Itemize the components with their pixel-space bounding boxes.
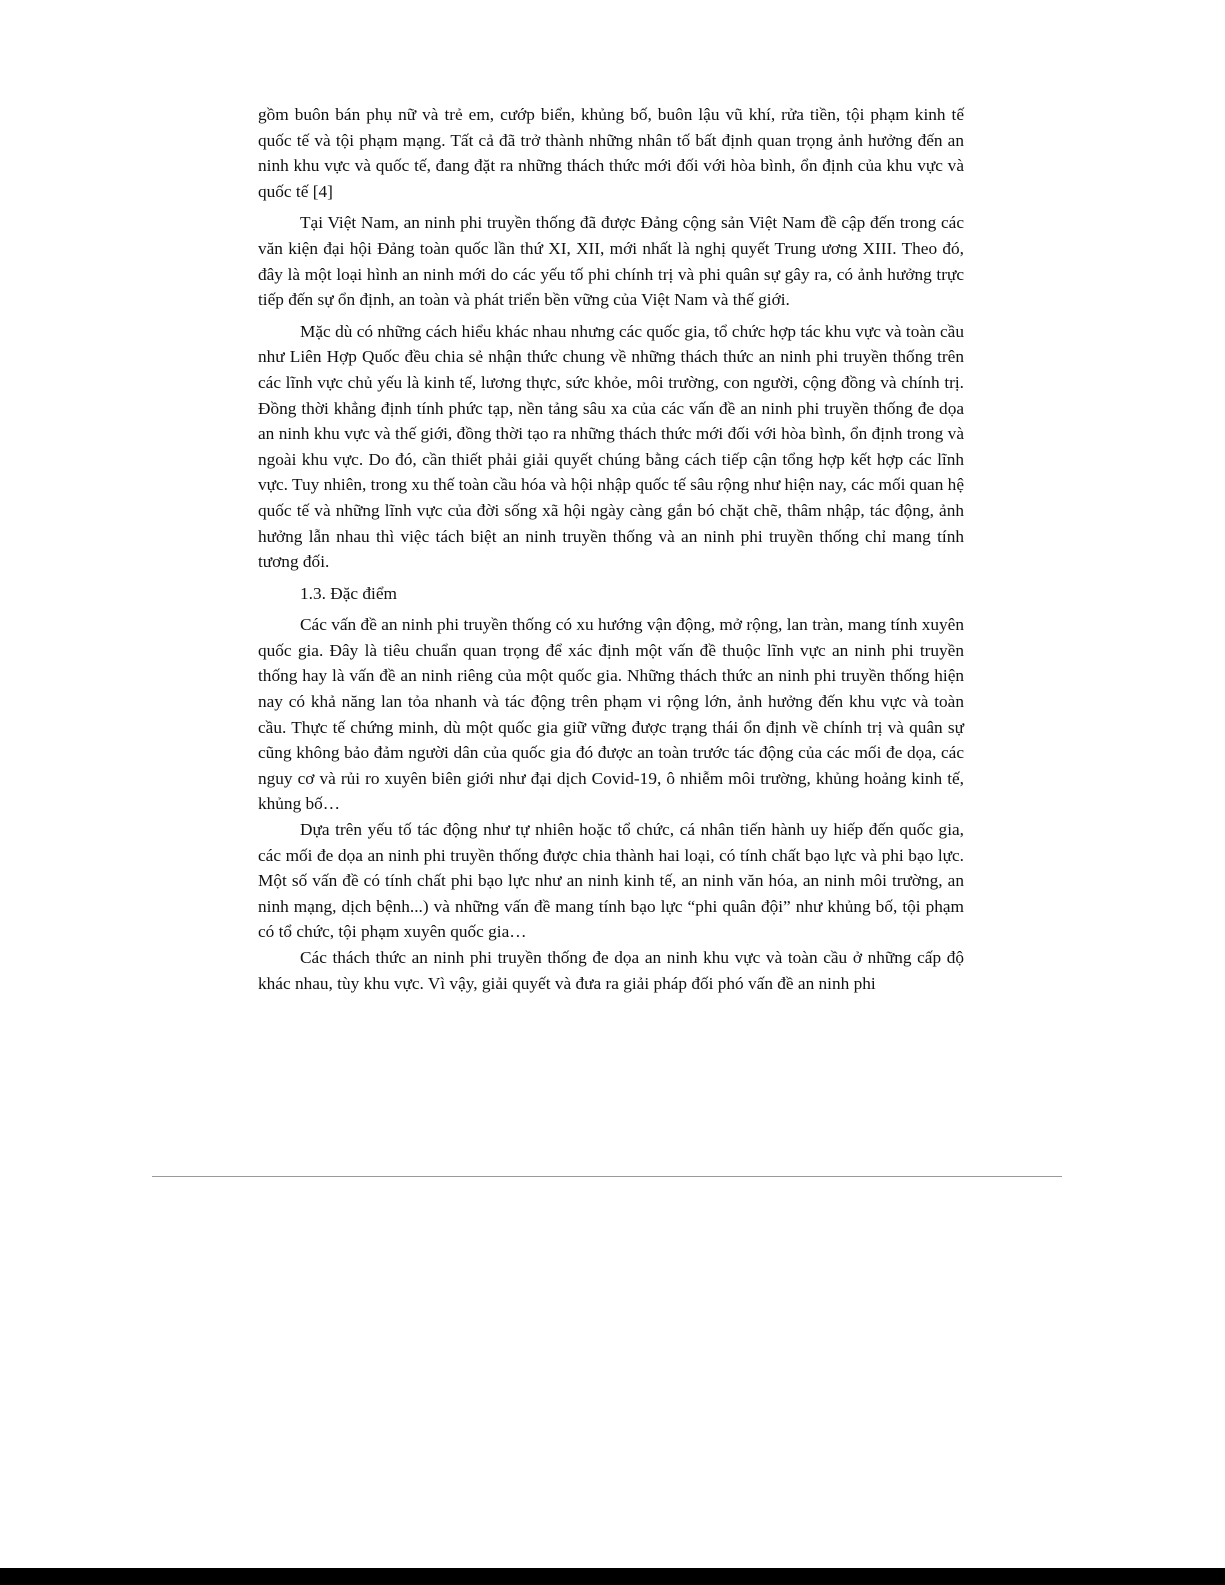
paragraph-1: gồm buôn bán phụ nữ và trẻ em, cướp biển, khủng bố, buôn lậu vũ khí, rửa tiền, tội phạm kinh tế quốc tế và tội phạm mạng. Tất cả đã trở thành những nhân tố bất định quan trọng ảnh hưởng đến an ninh khu vực và quốc tế, đang đặt ra những thách thức mới đối với hòa bình, ổn định của khu vực và quốc tế [4] [258,105,964,201]
paragraph-6: Các thách thức an ninh phi truyền thống đe dọa an ninh khu vực và toàn cầu ở những cấp độ khác nhau, tùy khu vực. Vì vậy, giải quyết và đưa ra giải pháp đối phó vấn đề an ninh phi [258,948,964,993]
paragraph-5: Dựa trên yếu tố tác động như tự nhiên hoặc tổ chức, cá nhân tiến hành uy hiếp đến quốc gia, các mối đe dọa an ninh phi truyền thống được chia thành hai loại, có tính chất bạo lực và phi bạo lực. Một số vấn đề có tính chất phi bạo lực như an ninh kinh tế, an ninh văn hóa, an ninh môi trường, an ninh mạng, dịch bệnh...) và những vấn đề mang tính bạo lực “phi quân đội” như khủng bố, tội phạm có tổ chức, tội phạm xuyên quốc gia… [258,820,964,942]
page-divider [152,1176,1062,1177]
section-heading: 1.3. Đặc điểm [300,583,397,603]
document-body [258,102,964,996]
paragraph-2: Tại Việt Nam, an ninh phi truyền thống đã được Đảng cộng sản Việt Nam đề cập đến trong các văn kiện đại hội Đảng toàn quốc lần thứ XI, XII, mới nhất là nghị quyết Trung ương XIII. Theo đó, đây là một loại hình an ninh mới do các yếu tố phi chính trị và phi quân sự gây ra, có ảnh hưởng trực tiếp đến sự ổn định, an toàn và phát triển bền vững của Việt Nam và thế giới. [258,213,964,310]
paragraph-4: Các vấn đề an ninh phi truyền thống có xu hướng vận động, mở rộng, lan tràn, mang tính xuyên quốc gia. Đây là tiêu chuẩn quan trọng để xác định một vấn đề thuộc lĩnh vực an ninh phi truyền thống hay là vấn đề an ninh riêng của một quốc gia. Những thách thức an ninh phi truyền thống hiện nay có khả năng lan tỏa nhanh và tác động trên phạm vi rộng lớn, ảnh hưởng đến khu vực và toàn cầu. Thực tế chứng minh, dù một quốc gia giữ vững được trạng thái ổn định về chính trị và quân sự cũng không bảo đảm người dân của quốc gia đó được an toàn trước tác động của các mối đe dọa, các nguy cơ và rủi ro xuyên biên giới như đại dịch Covid-19, ô nhiễm môi trường, khủng hoảng kinh tế, khủng bố… [258,615,964,814]
paragraph-3: Mặc dù có những cách hiểu khác nhau nhưng các quốc gia, tổ chức hợp tác khu vực và toàn cầu như Liên Hợp Quốc đều chia sẻ nhận thức chung về những thách thức an ninh phi truyền thống trên các lĩnh vực chủ yếu là kinh tế, lương thực, sức khỏe, môi trường, con người, cộng đồng và chính trị. Đồng thời khẳng định tính phức tạp, nền tảng sâu xa của các vấn đề an ninh phi truyền thống đe dọa an ninh khu vực và thế giới, đồng thời tạo ra những thách thức mới đối với hòa bình, ổn định trong và ngoài khu vực. Do đó, cần thiết phải giải quyết chúng bằng cách tiếp cận tổng hợp kết hợp các lĩnh vực. Tuy nhiên, trong xu thế toàn cầu hóa và hội nhập quốc tế sâu rộng như hiện nay, các mối quan hệ quốc tế và những lĩnh vực của đời sống xã hội ngày càng gắn bó chặt chẽ, thâm nhập, tác động, ảnh hưởng lẫn nhau thì việc tách biệt an ninh truyền thống và an ninh phi truyền thống chỉ mang tính tương đối. [258,321,964,572]
bottom-edge-bar [0,1568,1225,1585]
